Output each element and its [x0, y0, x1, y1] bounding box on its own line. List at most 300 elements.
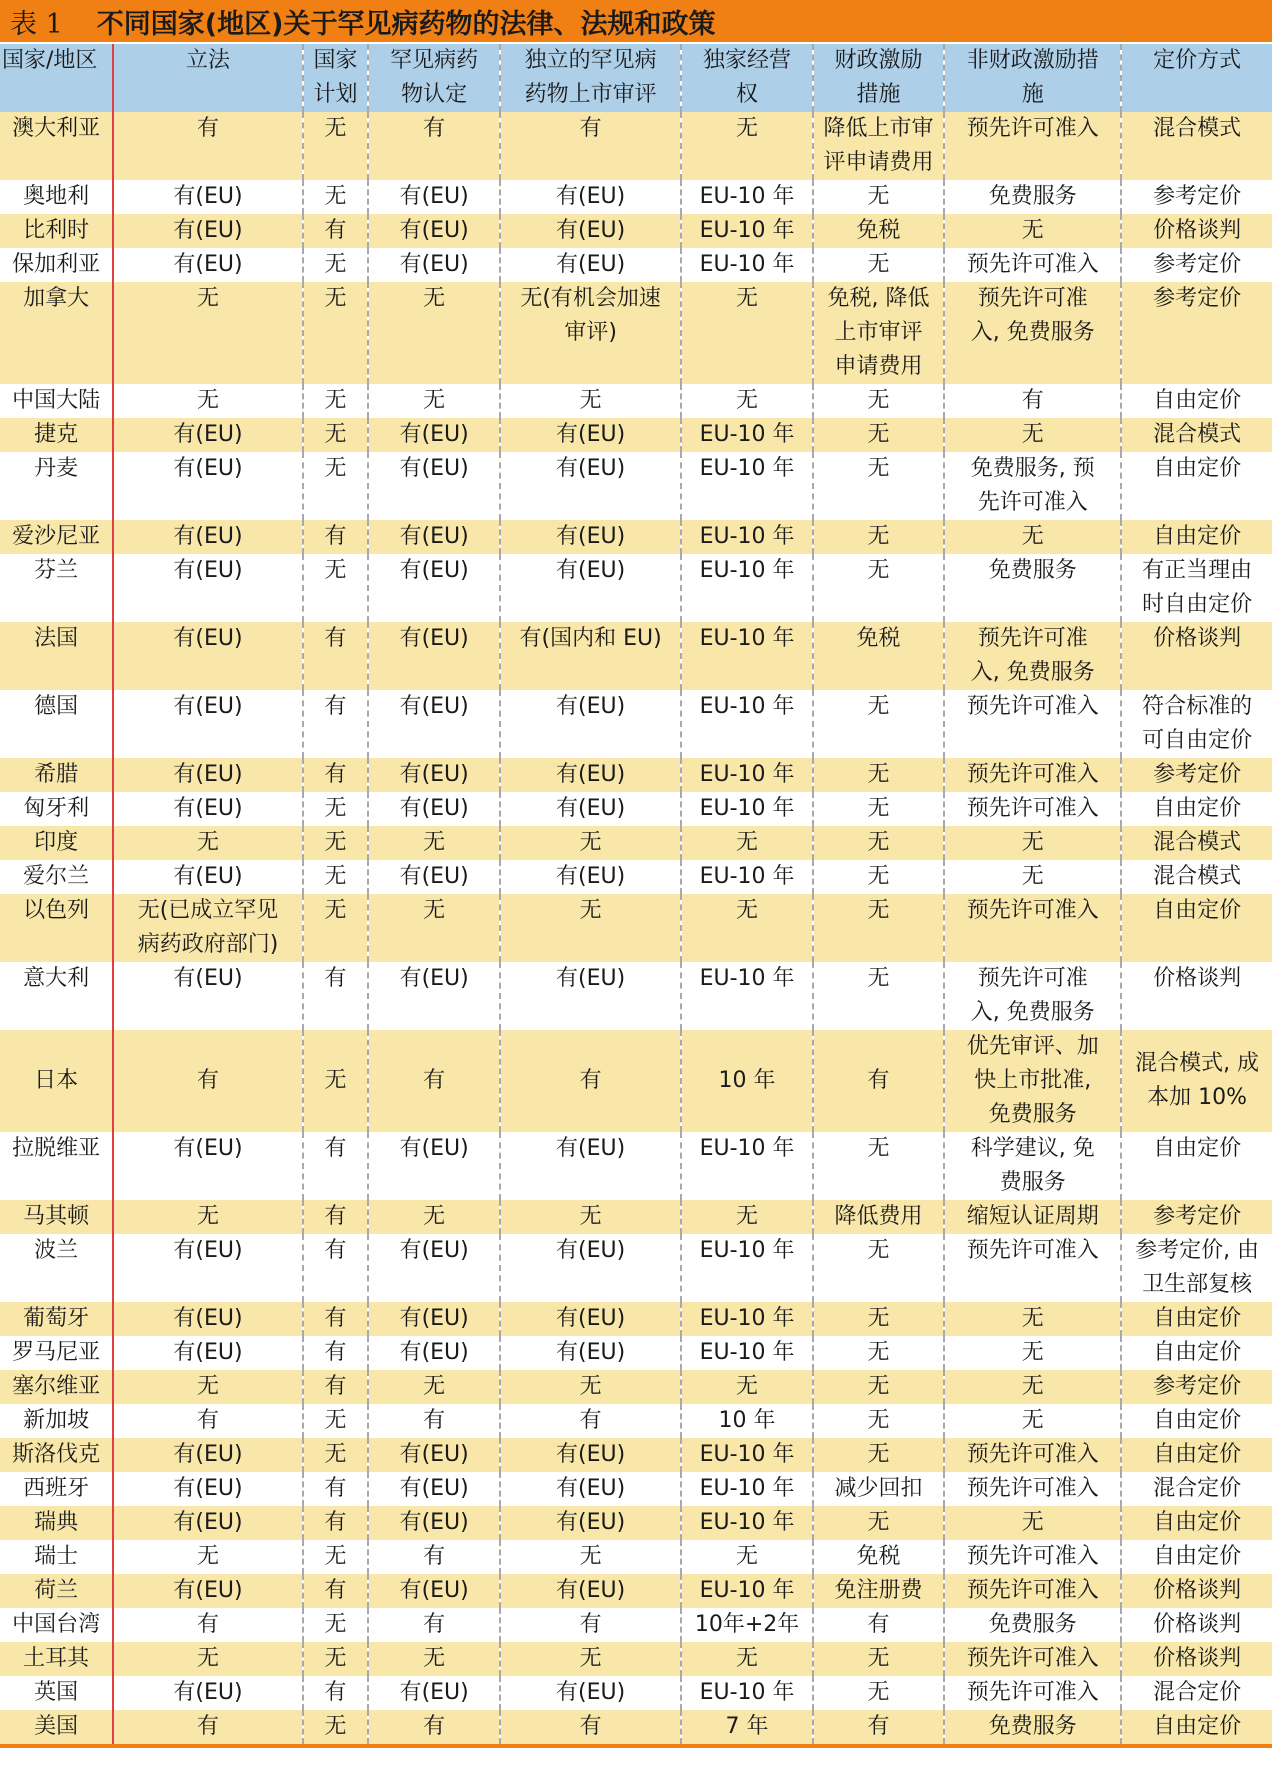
country-cell: 芬兰 — [0, 554, 113, 622]
country-cell: 德国 — [0, 690, 113, 758]
column-header: 立法 — [113, 44, 302, 112]
table-row — [0, 1642, 1272, 1676]
table-cell: 有(EU) — [500, 962, 681, 1030]
table-cell: 免费服务 — [944, 1608, 1121, 1642]
table-cell: 有(EU) — [500, 1472, 681, 1506]
table-cell: 自由定价 — [1121, 1710, 1272, 1746]
table-cell: 有(EU) — [500, 758, 681, 792]
table-cell: 预先许可准入 — [944, 1472, 1121, 1506]
table-cell: 无 — [303, 1642, 369, 1676]
table-cell: 有(EU) — [368, 554, 500, 622]
table-cell: 有(EU) — [368, 758, 500, 792]
table-cell: 无 — [944, 214, 1121, 248]
table-cell: 有(EU) — [113, 1472, 302, 1506]
table-cell: 有 — [368, 1710, 500, 1746]
table-cell: 有 — [500, 112, 681, 180]
table-cell: 有 — [500, 1608, 681, 1642]
table-cell: 参考定价 — [1153, 762, 1242, 787]
table-cell: 预先许可准入 — [944, 690, 1121, 758]
table-cell: 有(EU) — [113, 1302, 302, 1336]
table-cell: 有正当理由 时自由定价 — [1142, 558, 1253, 617]
table-cell: 价格谈判 — [1153, 1612, 1242, 1637]
table-cell: EU-10 年 — [681, 1302, 813, 1336]
table-cell: 降低费用 — [813, 1200, 945, 1234]
table-cell: 有(EU) — [113, 758, 302, 792]
table-cell: 有(EU) — [368, 452, 500, 520]
table-cell: 无 — [368, 1642, 500, 1676]
table-cell: 有 — [113, 1710, 302, 1746]
table-cell: EU-10 年 — [681, 1336, 813, 1370]
table-row — [0, 1676, 1272, 1710]
table-cell: 无 — [944, 1302, 1121, 1336]
table-cell: 减少回扣 — [813, 1472, 945, 1506]
table-cell: 有(EU) — [368, 1438, 500, 1472]
table-row — [0, 1030, 1272, 1132]
table-cell: 预先许可准入 — [944, 1642, 1121, 1676]
table-cell: EU-10 年 — [681, 1574, 813, 1608]
table-cell: 免费服务, 预 先许可准入 — [944, 452, 1121, 520]
table-cell: 自由定价 — [1153, 1340, 1242, 1365]
table-cell: 有(EU) — [368, 792, 500, 826]
country-cell: 比利时 — [0, 214, 113, 248]
country-cell: 中国台湾 — [0, 1608, 113, 1642]
table-cell: 无 — [303, 860, 369, 894]
table-cell: EU-10 年 — [681, 792, 813, 826]
table-cell: 无 — [500, 894, 681, 962]
table-cell: 无 — [813, 180, 945, 214]
table-cell: 无 — [368, 894, 500, 962]
country-cell: 意大利 — [0, 962, 113, 1030]
table-cell: 有 — [303, 1200, 369, 1234]
table-cell: 有(EU) — [113, 690, 302, 758]
table-cell: 有(EU) — [500, 792, 681, 826]
country-cell: 拉脱维亚 — [0, 1132, 113, 1200]
country-cell: 以色列 — [0, 894, 113, 962]
table-cell: 免费服务 — [944, 180, 1121, 214]
table-cell: 价格谈判 — [1153, 1578, 1242, 1603]
column-header: 财政激励 措施 — [813, 44, 945, 112]
table-cell: 混合定价 — [1153, 1680, 1242, 1705]
column-header: 独家经营 权 — [681, 44, 813, 112]
table-cell: 有 — [500, 1710, 681, 1746]
table-cell: 无 — [303, 282, 369, 384]
table-row — [0, 554, 1272, 622]
country-cell: 丹麦 — [0, 452, 113, 520]
table-cell: 价格谈判 — [1153, 1646, 1242, 1671]
table-cell: 有 — [303, 1132, 369, 1200]
table-cell: 无 — [113, 1370, 302, 1404]
country-cell: 捷克 — [0, 418, 113, 452]
country-cell: 瑞士 — [0, 1540, 113, 1574]
table-cell: 自由定价 — [1153, 524, 1242, 549]
table-cell: 预先许可准入 — [944, 792, 1121, 826]
table-cell: 自由定价 — [1153, 796, 1242, 821]
table-cell: 有(EU) — [500, 1438, 681, 1472]
country-cell: 土耳其 — [0, 1642, 113, 1676]
table-cell: 无 — [303, 1710, 369, 1746]
table-cell: 预先许可准入 — [944, 1540, 1121, 1574]
table-cell: EU-10 年 — [681, 690, 813, 758]
table-cell: 有(EU) — [113, 1336, 302, 1370]
table-cell: 有 — [303, 1472, 369, 1506]
table-cell: 无 — [303, 1438, 369, 1472]
table-cell: 预先许可准入 — [944, 1676, 1121, 1710]
table-cell: 参考定价 — [1153, 286, 1242, 311]
table-cell: 有(EU) — [113, 554, 302, 622]
table-cell: 无 — [303, 792, 369, 826]
table-cell: 无 — [368, 384, 500, 418]
table-cell: 无 — [113, 1642, 302, 1676]
table-cell: EU-10 年 — [681, 1234, 813, 1302]
table-cell: 无 — [500, 384, 681, 418]
country-cell: 保加利亚 — [0, 248, 113, 282]
table-cell: 无 — [813, 554, 945, 622]
table-cell: 无 — [113, 1540, 302, 1574]
table-cell: 自由定价 — [1153, 1136, 1242, 1161]
table-cell: 有(EU) — [113, 1574, 302, 1608]
table-cell: 预先许可准入 — [944, 248, 1121, 282]
table-cell: 无 — [303, 1030, 369, 1132]
table-row — [0, 1574, 1272, 1608]
table-cell: 无 — [681, 826, 813, 860]
table-cell: 无 — [500, 1540, 681, 1574]
table-cell: EU-10 年 — [681, 622, 813, 690]
table-cell: 混合模式 — [1153, 116, 1242, 141]
table-row — [0, 1200, 1272, 1234]
table-cell: 免税 — [813, 214, 945, 248]
table-cell: 有 — [368, 1404, 500, 1438]
table-cell: 有(EU) — [113, 1506, 302, 1540]
table-cell: 无 — [681, 1370, 813, 1404]
table-cell: 自由定价 — [1153, 1442, 1242, 1467]
country-cell: 匈牙利 — [0, 792, 113, 826]
table-row — [0, 1472, 1272, 1506]
table-cell: 有(EU) — [500, 418, 681, 452]
table-cell: 符合标准的 可自由定价 — [1142, 694, 1253, 753]
table-cell: 有 — [303, 520, 369, 554]
country-cell: 英国 — [0, 1676, 113, 1710]
table-cell: EU-10 年 — [681, 180, 813, 214]
table-cell: 免注册费 — [813, 1574, 945, 1608]
table-cell: 免费服务 — [944, 554, 1121, 622]
table-cell: 无 — [303, 112, 369, 180]
header-row — [0, 44, 1272, 112]
table-cell: 无 — [500, 1200, 681, 1234]
table-cell: 价格谈判 — [1153, 966, 1242, 991]
table-cell: 有 — [113, 112, 302, 180]
table-cell: 无 — [813, 962, 945, 1030]
table-cell: 预先许可准 入, 免费服务 — [944, 622, 1121, 690]
table-cell: 有 — [368, 1540, 500, 1574]
country-cell: 爱尔兰 — [0, 860, 113, 894]
table-cell: 有(EU) — [113, 520, 302, 554]
table-cell: 有 — [303, 962, 369, 1030]
table-cell: 有(EU) — [113, 962, 302, 1030]
table-cell: 预先许可准入 — [944, 1234, 1121, 1302]
table-cell: 10 年 — [681, 1404, 813, 1438]
table-cell: 有(EU) — [113, 792, 302, 826]
table-cell: 无 — [944, 520, 1121, 554]
table-row — [0, 1132, 1272, 1200]
table-row — [0, 962, 1272, 1030]
table-row — [0, 384, 1272, 418]
country-cell: 瑞典 — [0, 1506, 113, 1540]
table-cell: 无 — [303, 554, 369, 622]
country-cell: 罗马尼亚 — [0, 1336, 113, 1370]
table-cell: EU-10 年 — [681, 520, 813, 554]
table-cell: 无 — [368, 282, 500, 384]
table-cell: 有(EU) — [368, 1472, 500, 1506]
table-cell: 混合模式, 成 本加 10% — [1135, 1051, 1260, 1110]
table-row — [0, 1438, 1272, 1472]
table-cell: EU-10 年 — [681, 554, 813, 622]
table-cell: 有 — [813, 1710, 945, 1746]
table-cell: 10年+2年 — [681, 1608, 813, 1642]
table-cell: 有 — [113, 1608, 302, 1642]
table-cell: 无 — [813, 1404, 945, 1438]
table-cell: 有(EU) — [368, 1676, 500, 1710]
table-cell: 无 — [303, 1404, 369, 1438]
table-cell: 缩短认证周期 — [944, 1200, 1121, 1234]
table-cell: 无 — [681, 112, 813, 180]
table-cell: 无 — [368, 1370, 500, 1404]
table-cell: 有(EU) — [500, 452, 681, 520]
table-row — [0, 1540, 1272, 1574]
table-row — [0, 214, 1272, 248]
table-cell: 无 — [113, 282, 302, 384]
table-cell: 无 — [303, 384, 369, 418]
table-cell: EU-10 年 — [681, 758, 813, 792]
table-header — [0, 44, 1272, 112]
table-cell: 无 — [368, 826, 500, 860]
table-cell: 无 — [813, 1336, 945, 1370]
table-cell: 有 — [303, 214, 369, 248]
table-cell: 7 年 — [681, 1710, 813, 1746]
table-cell: 混合模式 — [1153, 830, 1242, 855]
table-cell: EU-10 年 — [681, 860, 813, 894]
table-cell: 无 — [813, 826, 945, 860]
table-cell: 无 — [813, 860, 945, 894]
table-cell: 有(EU) — [368, 1132, 500, 1200]
table-row — [0, 1370, 1272, 1404]
title-bar — [0, 0, 1272, 42]
table-cell: 无 — [813, 452, 945, 520]
table-cell: 无 — [944, 1370, 1121, 1404]
table-row — [0, 1234, 1272, 1302]
table-cell: 预先许可准入 — [944, 758, 1121, 792]
table-cell: 混合模式 — [1153, 864, 1242, 889]
table-cell: 有 — [113, 1030, 302, 1132]
table-cell: 自由定价 — [1153, 1510, 1242, 1535]
country-cell: 荷兰 — [0, 1574, 113, 1608]
country-cell: 西班牙 — [0, 1472, 113, 1506]
country-cell: 波兰 — [0, 1234, 113, 1302]
table-cell: 无 — [303, 418, 369, 452]
table-cell: EU-10 年 — [681, 1472, 813, 1506]
table-cell: 无 — [813, 384, 945, 418]
table-cell: 有(EU) — [368, 214, 500, 248]
table-cell: 有 — [500, 1030, 681, 1132]
table-cell: 参考定价 — [1153, 1374, 1242, 1399]
table-cell: 无 — [303, 1608, 369, 1642]
table-cell: 无 — [813, 1302, 945, 1336]
table-cell: 无 — [944, 1506, 1121, 1540]
table-cell: 无 — [681, 282, 813, 384]
table-row — [0, 1302, 1272, 1336]
table-row — [0, 520, 1272, 554]
table-cell: 有(EU) — [368, 1574, 500, 1608]
table-cell: 免税, 降低 上市审评 申请费用 — [813, 282, 945, 384]
column-header: 非财政激励措 施 — [944, 44, 1121, 112]
column-header: 国家/地区 — [0, 44, 113, 112]
country-cell: 澳大利亚 — [0, 112, 113, 180]
table-cell: 无(已成立罕见 病药政府部门) — [113, 894, 302, 962]
table-cell: 无 — [303, 1540, 369, 1574]
country-cell: 希腊 — [0, 758, 113, 792]
table-cell: 有(EU) — [368, 520, 500, 554]
table-row — [0, 248, 1272, 282]
table-cell: 价格谈判 — [1153, 626, 1242, 651]
table-cell: 无 — [813, 248, 945, 282]
table-cell: 无 — [944, 826, 1121, 860]
table-cell: 有(EU) — [500, 248, 681, 282]
table-cell: EU-10 年 — [681, 214, 813, 248]
table-cell: 有 — [813, 1030, 945, 1132]
column-header: 独立的罕见病 药物上市审评 — [500, 44, 681, 112]
table-row — [0, 1506, 1272, 1540]
table-cell: 有 — [303, 1302, 369, 1336]
table-cell: 有(EU) — [368, 622, 500, 690]
country-cell: 美国 — [0, 1710, 113, 1746]
table-cell: 无 — [368, 1200, 500, 1234]
table-cell: 有(EU) — [368, 690, 500, 758]
table-cell: 无 — [813, 1642, 945, 1676]
table-cell: 有(EU) — [368, 1506, 500, 1540]
column-header: 国家 计划 — [303, 44, 369, 112]
table-cell: EU-10 年 — [681, 452, 813, 520]
table-cell: 无 — [303, 180, 369, 214]
table-row — [0, 860, 1272, 894]
table-row — [0, 1404, 1272, 1438]
table-cell: 有(EU) — [113, 418, 302, 452]
table-cell: 有(EU) — [500, 1234, 681, 1302]
table-cell: 有(EU) — [368, 1336, 500, 1370]
table-cell: 有 — [303, 622, 369, 690]
table-cell: EU-10 年 — [681, 248, 813, 282]
table-cell: 优先审评、加 快上市批准, 免费服务 — [944, 1030, 1121, 1132]
table-cell: 自由定价 — [1153, 898, 1242, 923]
table-cell: 价格谈判 — [1153, 218, 1242, 243]
table-number: 表 1 — [10, 8, 63, 40]
table-cell: 有(EU) — [500, 860, 681, 894]
table-cell: 无 — [113, 826, 302, 860]
table-body — [0, 112, 1272, 1746]
table-row — [0, 894, 1272, 962]
table-cell: EU-10 年 — [681, 1676, 813, 1710]
table-cell: 无 — [813, 418, 945, 452]
table-cell: 无 — [303, 248, 369, 282]
table-row — [0, 418, 1272, 452]
table-cell: 有(EU) — [113, 1438, 302, 1472]
country-cell: 斯洛伐克 — [0, 1438, 113, 1472]
table-cell: EU-10 年 — [681, 1438, 813, 1472]
table-cell: 预先许可准入 — [944, 1438, 1121, 1472]
table-cell: 有(EU) — [113, 1234, 302, 1302]
table-cell: EU-10 年 — [681, 1506, 813, 1540]
table-cell: 无 — [813, 792, 945, 826]
table-cell: 无 — [944, 860, 1121, 894]
table-row — [0, 792, 1272, 826]
table-cell: 有(EU) — [368, 1234, 500, 1302]
table-cell: 混合定价 — [1153, 1476, 1242, 1501]
table-cell: 有 — [303, 758, 369, 792]
table-cell: 有(国内和 EU) — [500, 622, 681, 690]
country-cell: 法国 — [0, 622, 113, 690]
table-cell: 有 — [368, 1030, 500, 1132]
table-cell: 有 — [944, 384, 1121, 418]
table-cell: 预先许可准 入, 免费服务 — [944, 962, 1121, 1030]
table-cell: 参考定价 — [1153, 184, 1242, 209]
table-cell: 无 — [813, 1370, 945, 1404]
table-cell: 有(EU) — [500, 1302, 681, 1336]
table-cell: 有(EU) — [500, 1336, 681, 1370]
table-cell: 无 — [813, 1676, 945, 1710]
table-cell: 有 — [813, 1608, 945, 1642]
policy-table — [0, 44, 1272, 1748]
table-cell: 无 — [944, 1404, 1121, 1438]
table-cell: 有 — [500, 1404, 681, 1438]
table-cell: 降低上市审 评申请费用 — [813, 112, 945, 180]
table-row — [0, 1608, 1272, 1642]
table-cell: 无 — [944, 1336, 1121, 1370]
table-cell: 无 — [813, 758, 945, 792]
table-cell: 有 — [303, 1676, 369, 1710]
table-cell: 预先许可准 入, 免费服务 — [944, 282, 1121, 384]
table-cell: 免税 — [813, 622, 945, 690]
table-cell: 无 — [303, 894, 369, 962]
table-cell: 有(EU) — [500, 1506, 681, 1540]
table-cell: 有(EU) — [368, 962, 500, 1030]
table-row — [0, 1336, 1272, 1370]
table-cell: 免费服务 — [944, 1710, 1121, 1746]
table-cell: 无 — [303, 826, 369, 860]
table-cell: 无 — [681, 894, 813, 962]
table-row — [0, 180, 1272, 214]
table-cell: 有(EU) — [368, 860, 500, 894]
table-cell: 无(有机会加速 审评) — [500, 282, 681, 384]
table-cell: 有(EU) — [113, 248, 302, 282]
table-cell: 混合模式 — [1153, 422, 1242, 447]
table-row — [0, 758, 1272, 792]
table-cell: 自由定价 — [1153, 1544, 1242, 1569]
table-cell: 有(EU) — [113, 452, 302, 520]
table-cell: 有(EU) — [113, 860, 302, 894]
table-cell: 科学建议, 免 费服务 — [944, 1132, 1121, 1200]
table-cell: 预先许可准入 — [944, 112, 1121, 180]
table-cell: 10 年 — [681, 1030, 813, 1132]
country-cell: 爱沙尼亚 — [0, 520, 113, 554]
table-row — [0, 690, 1272, 758]
table-cell: 有 — [303, 690, 369, 758]
table-cell: 有(EU) — [113, 214, 302, 248]
table-cell: 无 — [813, 1234, 945, 1302]
table-row — [0, 622, 1272, 690]
table-cell: 有 — [303, 1506, 369, 1540]
table-cell: EU-10 年 — [681, 1132, 813, 1200]
table-cell: 有(EU) — [500, 690, 681, 758]
table-cell: 无 — [813, 690, 945, 758]
table-cell: 有(EU) — [113, 622, 302, 690]
